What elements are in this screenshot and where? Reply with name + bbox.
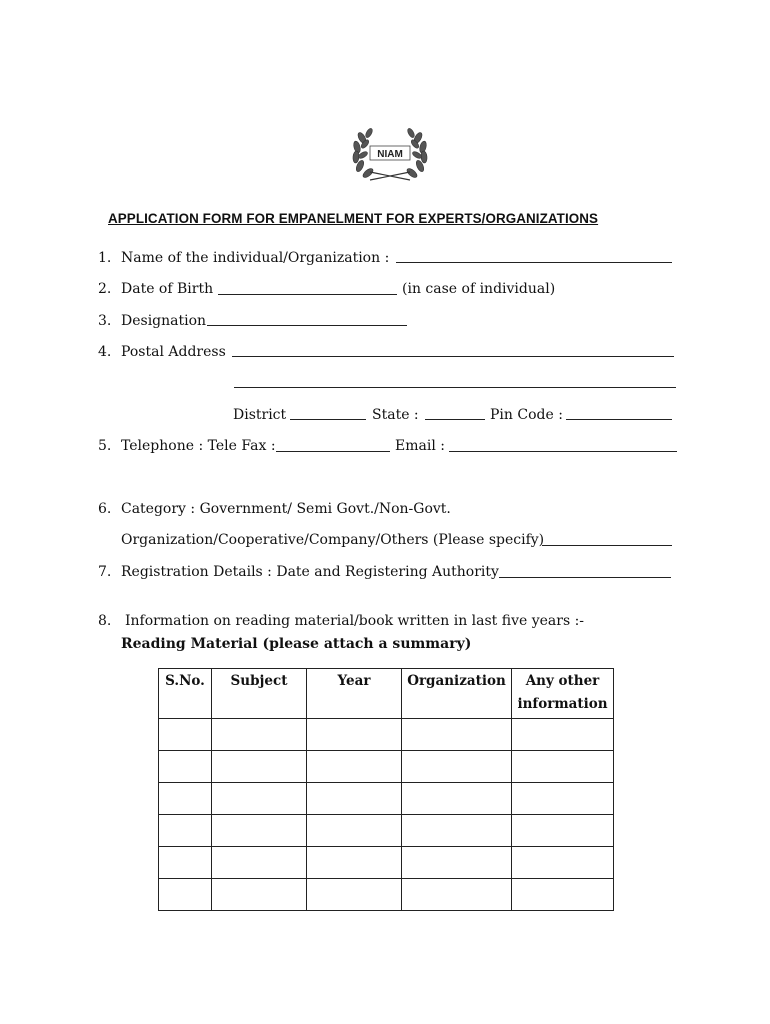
field-3-number: 3.: [98, 313, 112, 329]
logo-text: NIAM: [377, 149, 403, 160]
col-organization: Organization: [402, 669, 512, 719]
pin-code-field-line[interactable]: [566, 419, 672, 420]
table-cell[interactable]: [402, 847, 512, 879]
table-row: [159, 847, 614, 879]
district-label: District: [233, 407, 287, 423]
table-cell[interactable]: [402, 751, 512, 783]
field-8-number: 8.: [98, 613, 112, 629]
field-3-label: Designation: [121, 313, 207, 329]
col-sno: S.No.: [159, 669, 212, 719]
field-4-label: Postal Address: [121, 344, 226, 360]
table-cell[interactable]: [307, 751, 402, 783]
table-header-row: [159, 669, 614, 719]
table-cell[interactable]: [212, 879, 307, 911]
table-cell[interactable]: [512, 751, 614, 783]
table-row: [159, 879, 614, 911]
table-cell[interactable]: [307, 879, 402, 911]
table-cell[interactable]: [512, 783, 614, 815]
table-cell[interactable]: [212, 815, 307, 847]
table-cell[interactable]: [402, 783, 512, 815]
field-6-number: 6.: [98, 501, 112, 517]
designation-field-line[interactable]: [207, 325, 407, 326]
table-cell[interactable]: [402, 815, 512, 847]
name-field-line[interactable]: [396, 262, 672, 263]
table-cell[interactable]: [159, 815, 212, 847]
table-cell[interactable]: [212, 751, 307, 783]
table-cell[interactable]: [402, 719, 512, 751]
email-field-line[interactable]: [449, 451, 677, 452]
col-year: Year: [307, 669, 402, 719]
email-label: Email :: [395, 438, 445, 454]
table-cell[interactable]: [159, 847, 212, 879]
table-cell[interactable]: [212, 719, 307, 751]
table-body: [159, 719, 614, 911]
table-row: [159, 783, 614, 815]
field-7-label: Registration Details : Date and Registering Authority: [121, 564, 499, 580]
field-6-line2: Organization/Cooperative/Company/Others (Please specify): [121, 532, 545, 548]
col-any-other-line2: information: [517, 696, 608, 712]
field-7-number: 7.: [98, 564, 112, 580]
field-1-label: Name of the individual/Organization :: [121, 250, 390, 266]
field-5-number: 5.: [98, 438, 112, 454]
laurel-wreath-icon: [340, 118, 440, 188]
niam-logo: [340, 118, 440, 188]
table-row: [159, 719, 614, 751]
state-field-line[interactable]: [425, 419, 485, 420]
table-cell[interactable]: [159, 719, 212, 751]
table-cell[interactable]: [307, 815, 402, 847]
col-any-other-line1: Any other: [525, 673, 600, 689]
field-8-label: Information on reading material/book written in last five years :-: [125, 613, 585, 629]
address-line-1[interactable]: [232, 356, 674, 357]
col-subject: Subject: [212, 669, 307, 719]
table-row: [159, 815, 614, 847]
table-cell[interactable]: [307, 847, 402, 879]
category-specify-field-line[interactable]: [542, 545, 672, 546]
field-2-number: 2.: [98, 281, 112, 297]
field-2-note: (in case of individual): [402, 281, 556, 297]
table-cell[interactable]: [307, 783, 402, 815]
table-cell[interactable]: [512, 719, 614, 751]
dob-field-line[interactable]: [218, 294, 397, 295]
telephone-fax-field-line[interactable]: [276, 451, 390, 452]
state-label: State :: [372, 407, 419, 423]
table-cell[interactable]: [512, 815, 614, 847]
registration-field-line[interactable]: [499, 577, 671, 578]
field-6-label: Category : Government/ Semi Govt./Non-Govt.: [121, 501, 451, 517]
district-field-line[interactable]: [290, 419, 366, 420]
table-cell[interactable]: [159, 751, 212, 783]
table-row: [159, 751, 614, 783]
reading-material-table: [158, 668, 614, 911]
field-1-number: 1.: [98, 250, 112, 266]
table-cell[interactable]: [307, 719, 402, 751]
table-cell[interactable]: [512, 879, 614, 911]
table-cell[interactable]: [512, 847, 614, 879]
pin-code-label: Pin Code :: [490, 407, 563, 423]
table-cell[interactable]: [402, 879, 512, 911]
reading-material-subheading: Reading Material (please attach a summary): [121, 636, 472, 652]
address-line-2[interactable]: [234, 387, 676, 388]
form-title: APPLICATION FORM FOR EMPANELMENT FOR EXPERTS/ORGANIZATIONS: [108, 211, 599, 226]
field-2-label: Date of Birth: [121, 281, 214, 297]
table-cell[interactable]: [159, 879, 212, 911]
table-cell[interactable]: [212, 783, 307, 815]
table-cell[interactable]: [159, 783, 212, 815]
table-cell[interactable]: [212, 847, 307, 879]
field-5-label: Telephone : Tele Fax :: [121, 438, 276, 454]
field-4-number: 4.: [98, 344, 112, 360]
col-any-other-information: [512, 669, 614, 719]
